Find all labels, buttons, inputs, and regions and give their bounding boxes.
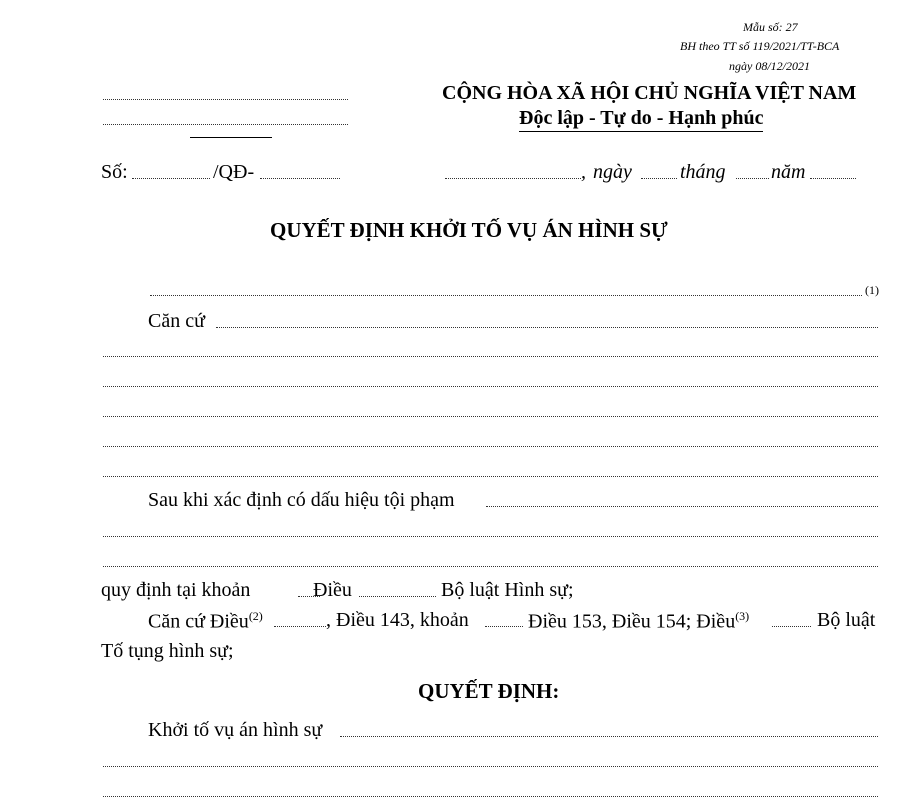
blank-line bbox=[103, 566, 878, 567]
form-date: ngày 08/12/2021 bbox=[729, 59, 810, 73]
dieu-2-blank bbox=[274, 626, 326, 627]
day-blank bbox=[641, 178, 677, 179]
comma: , bbox=[581, 161, 586, 183]
can-cu-dieu-text-4: Bộ luật bbox=[817, 609, 876, 631]
khoi-to-blank bbox=[340, 736, 878, 737]
so-label: Số: bbox=[101, 161, 128, 183]
crime-sign-blank bbox=[486, 506, 878, 507]
year-blank bbox=[810, 178, 856, 179]
sau-khi-label: Sau khi xác định có dấu hiệu tội phạm bbox=[148, 489, 455, 511]
dieu-blank bbox=[359, 596, 436, 597]
organization-line-1 bbox=[103, 99, 348, 100]
national-motto: Độc lập - Tự do - Hạnh phúc bbox=[519, 107, 763, 132]
month-blank bbox=[736, 178, 769, 179]
note-2: (2) bbox=[248, 609, 263, 623]
can-cu-dieu-text-1 bbox=[148, 609, 263, 634]
note-3: (3) bbox=[735, 609, 750, 623]
blank-line bbox=[103, 796, 878, 797]
can-cu-blank bbox=[216, 327, 878, 328]
blank-line bbox=[103, 446, 878, 447]
can-cu-label: Căn cứ bbox=[148, 310, 205, 332]
blank-line bbox=[103, 416, 878, 417]
can-cu-dieu-text-2: , Điều 143, khoản bbox=[326, 609, 469, 631]
decision-heading: QUYẾT ĐỊNH: bbox=[418, 679, 560, 703]
organization-underline bbox=[190, 137, 272, 138]
document-title: QUYẾT ĐỊNH KHỞI TỐ VỤ ÁN HÌNH SỰ bbox=[270, 218, 668, 242]
quy-dinh-text-1: quy định tại khoản bbox=[101, 579, 251, 601]
country-name: CỘNG HÒA XÃ HỘI CHỦ NGHĨA VIỆT NAM bbox=[442, 82, 857, 104]
can-cu-dieu-text-3 bbox=[528, 609, 749, 634]
form-number: Mẫu số: 27 bbox=[743, 20, 798, 34]
qd-blank bbox=[260, 178, 340, 179]
blank-line bbox=[103, 356, 878, 357]
can-cu-dieu-label: Căn cứ Điều bbox=[148, 610, 249, 633]
so-blank bbox=[132, 178, 210, 179]
form-issued-by: BH theo TT số 119/2021/TT-BCA bbox=[680, 39, 840, 53]
nam-label: năm bbox=[771, 161, 806, 183]
quy-dinh-text-3: Bộ luật Hình sự; bbox=[441, 579, 574, 601]
khoi-to-label: Khởi tố vụ án hình sự bbox=[148, 719, 323, 741]
organization-line-2 bbox=[103, 124, 348, 125]
dieu-3-blank bbox=[772, 626, 811, 627]
place-blank bbox=[445, 178, 581, 179]
blank-line bbox=[103, 536, 878, 537]
khoan-2-blank bbox=[485, 626, 523, 627]
blank-line bbox=[103, 476, 878, 477]
thang-label: tháng bbox=[680, 161, 726, 183]
quy-dinh-text-2: Điều bbox=[313, 579, 352, 601]
qd-label: /QĐ- bbox=[213, 161, 255, 183]
can-cu-dieu-articles: Điều 153, Điều 154; Điều bbox=[528, 610, 736, 633]
ngay-label: ngày bbox=[593, 161, 632, 183]
authority-blank bbox=[150, 295, 862, 296]
can-cu-dieu-line-2: Tố tụng hình sự; bbox=[101, 640, 234, 662]
note-1: (1) bbox=[865, 283, 879, 297]
blank-line bbox=[103, 766, 878, 767]
blank-line bbox=[103, 386, 878, 387]
